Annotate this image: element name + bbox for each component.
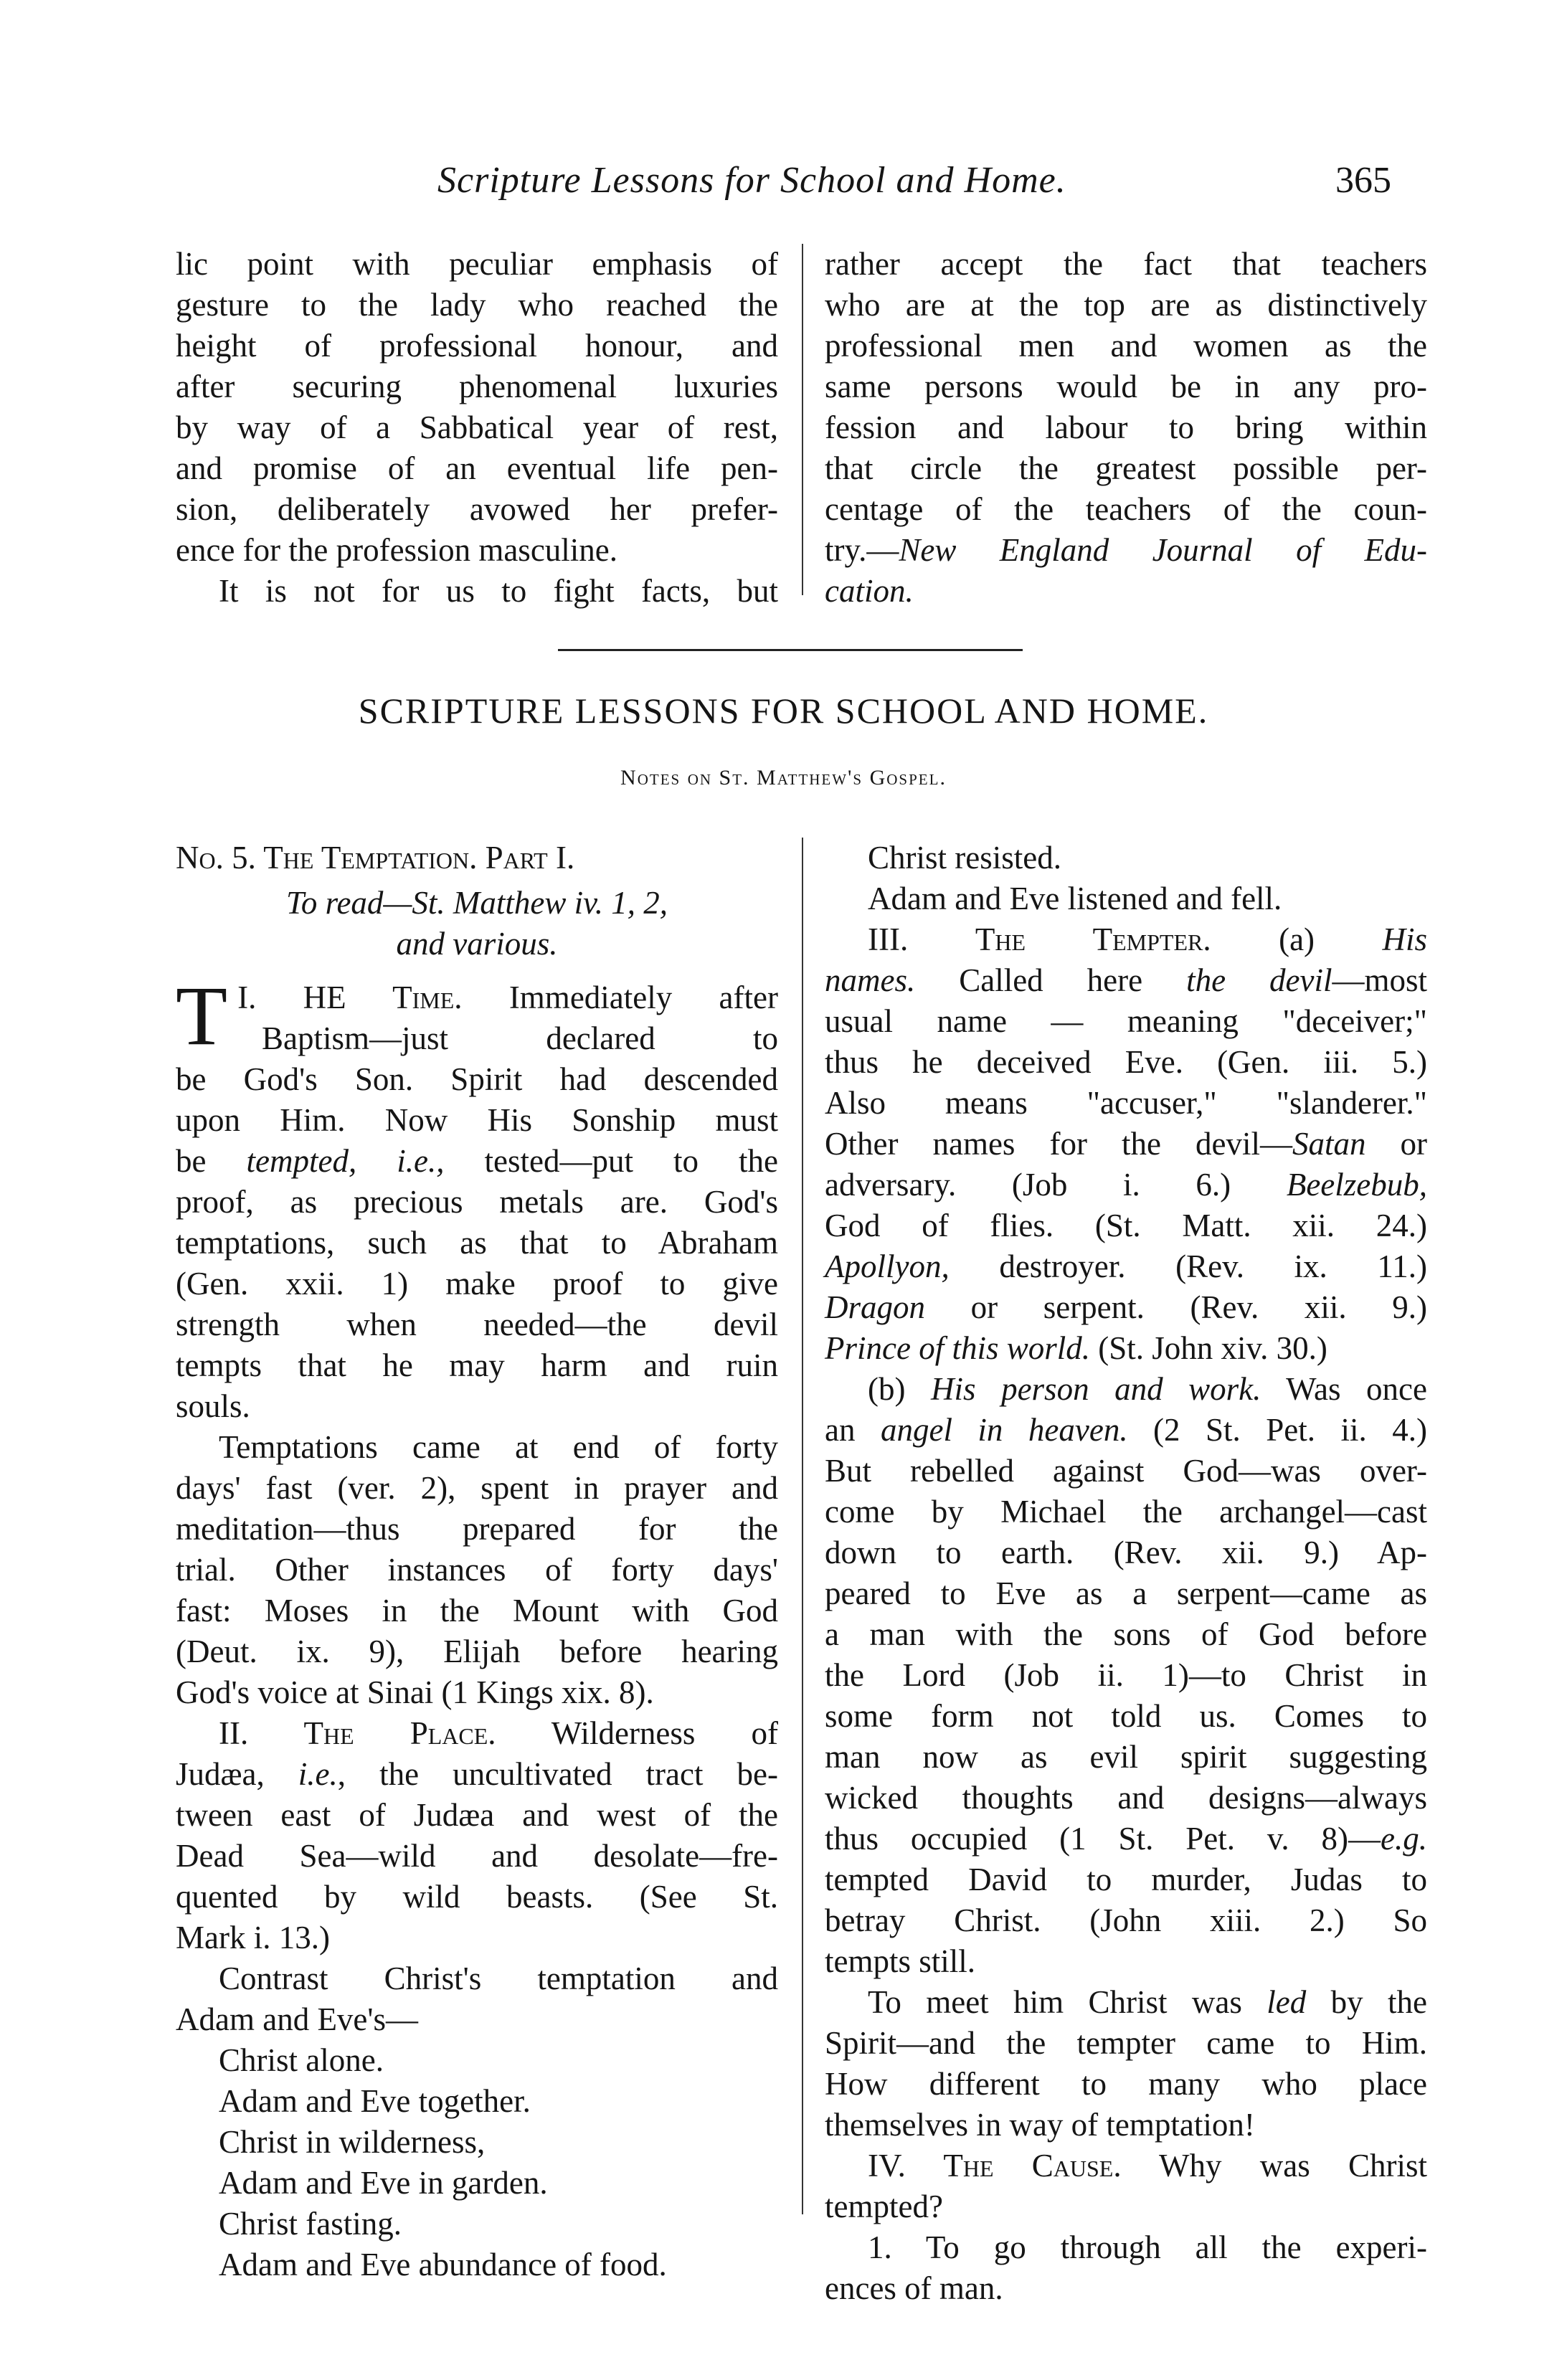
- article-title: SCRIPTURE LESSONS FOR SCHOOL AND HOME.: [358, 691, 1209, 731]
- text-line: wicked thoughts and designs—always: [825, 1780, 1427, 1816]
- paragraph-tempter: [825, 919, 1427, 1369]
- text-line: Dead Sea—wild and desolate—fre-: [176, 1838, 778, 1874]
- text-line: [825, 1328, 1427, 1369]
- text-line: quented by wild beasts. (See St.: [176, 1879, 778, 1915]
- text-fragment: (b): [868, 1371, 932, 1407]
- place-first-line: [176, 1713, 778, 1754]
- text-fragment: Was once: [1261, 1371, 1427, 1407]
- text-line: man now as evil spirit suggesting: [825, 1739, 1427, 1775]
- text-fragment: or serpent. (Rev. xii. 9.): [925, 1289, 1427, 1325]
- text-line: peared to Eve as a serpent—came as: [825, 1575, 1427, 1611]
- text-line: betray Christ. (John xiii. 2.) So: [825, 1902, 1427, 1938]
- text-line: be God's Son. Spirit had descended: [176, 1061, 778, 1097]
- text-fragment: Immediately after: [462, 980, 778, 1015]
- text-line: ence for the profession masculine.: [176, 532, 618, 568]
- text-line: proof, as precious metals are. God's: [176, 1184, 778, 1220]
- text-line: [176, 1754, 778, 1795]
- contrast-item: Adam and Eve abundance of food.: [219, 2247, 667, 2282]
- paragraph-meet: [825, 1982, 1427, 2146]
- text-line: tempted David to murder, Judas to: [825, 1862, 1427, 1897]
- emphasis: Dragon: [825, 1289, 926, 1325]
- text-fragment: Wilderness of: [496, 1715, 778, 1751]
- text-fragment: an: [825, 1412, 881, 1448]
- text-line: gesture to the lady who reached the: [176, 287, 778, 323]
- contrast-item: Adam and Eve together.: [219, 2083, 531, 2119]
- text-line: upon Him. Now His Sonship must: [176, 1102, 778, 1138]
- text-line: thus he deceived Eve. (Gen. iii. 5.): [825, 1044, 1427, 1080]
- text-line: centage of the teachers of the coun-: [825, 491, 1427, 527]
- text-fragment: (2 St. Pet. ii. 4.): [1127, 1412, 1427, 1448]
- column-divider: [802, 838, 803, 2214]
- text-line: God of flies. (St. Matt. xii. 24.): [825, 1208, 1427, 1243]
- drop-cap: T: [176, 969, 228, 1063]
- text-line: themselves in way of temptation!: [825, 2107, 1255, 2143]
- paragraph-person: [825, 1369, 1427, 1982]
- text-line: (Deut. ix. 9), Elijah before hearing: [176, 1634, 778, 1669]
- emphasis: the devil: [1186, 962, 1332, 998]
- to-read-line: and various.: [396, 926, 558, 962]
- text-fragment: (St. John xiv. 30.): [1090, 1330, 1327, 1366]
- article-subtitle: Notes on St. Matthew's Gospel.: [620, 766, 947, 790]
- text-line: professional men and women as the: [825, 328, 1427, 364]
- text-fragment: destroyer. (Rev. ix. 11.): [949, 1248, 1427, 1284]
- to-read-line: To read—St. Matthew iv. 1, 2,: [285, 885, 668, 921]
- text-line: Baptism—just declared to: [262, 1020, 778, 1056]
- paragraph-place: [176, 1713, 778, 1958]
- text-line: (Gen. xxii. 1) make proof to give: [176, 1266, 778, 1302]
- text-line: [825, 1369, 1427, 1410]
- text-fragment: Called here: [915, 962, 1187, 998]
- text-line: rather accept the fact that teachers: [825, 246, 1427, 282]
- text-line: [825, 960, 1427, 1001]
- text-line: How different to many who place: [825, 2066, 1427, 2102]
- text-line: fast: Moses in the Mount with God: [176, 1593, 778, 1628]
- text-line: Temptations came at end of forty: [219, 1429, 778, 1465]
- section-separator: [558, 649, 1023, 651]
- text-line: tempted?: [825, 2189, 943, 2224]
- text-line: after securing phenomenal luxuries: [176, 369, 778, 404]
- text-line: [825, 2146, 1427, 2186]
- contrast-item: Adam and Eve listened and fell.: [868, 881, 1282, 916]
- section-heading: HE Time.: [303, 980, 463, 1015]
- article-left-column: [176, 838, 778, 2285]
- text-line: Also means "accuser," "slanderer.": [825, 1085, 1427, 1121]
- text-line: height of professional honour, and: [176, 328, 778, 364]
- text-line: tempts still.: [825, 1943, 976, 1979]
- text-line: God's voice at Sinai (1 Kings xix. 8).: [176, 1674, 654, 1710]
- text-line: tempts that he may harm and ruin: [176, 1347, 778, 1383]
- text-fragment: be: [176, 1143, 247, 1179]
- text-line: fession and labour to bring within: [825, 409, 1427, 445]
- contrast-item: Christ resisted.: [868, 840, 1061, 876]
- contrast-item: Christ alone.: [219, 2042, 384, 2078]
- emphasis: e.g.: [1381, 1821, 1427, 1857]
- top-right-column: [825, 244, 1427, 612]
- page-number: 365: [1335, 160, 1391, 201]
- text-fragment: try.—: [825, 532, 899, 568]
- text-fragment: by the: [1306, 1984, 1427, 2020]
- text-line: [825, 1410, 1427, 1451]
- paragraph-time: [176, 969, 778, 1427]
- text-line: But rebelled against God—was over-: [825, 1453, 1427, 1489]
- text-line: [825, 1165, 1427, 1205]
- text-line: and promise of an eventual life pen-: [176, 450, 778, 486]
- emphasis: names.: [825, 962, 916, 998]
- emphasis: angel in heaven.: [880, 1412, 1128, 1448]
- text-line: who are at the top are as distinctively: [825, 287, 1427, 323]
- text-line: some form not told us. Comes to: [825, 1698, 1427, 1734]
- text-line: strength when needed—the devil: [176, 1307, 778, 1342]
- text-line: temptations, such as that to Abraham: [176, 1225, 778, 1261]
- text-line: Mark i. 13.): [176, 1920, 330, 1955]
- section-heading: IV. The Cause.: [868, 2148, 1122, 2184]
- text-line: [176, 1141, 778, 1182]
- text-line: [825, 1819, 1427, 1859]
- text-fragment: Judæa,: [176, 1756, 298, 1792]
- emphasis: led: [1267, 1984, 1307, 2020]
- text-line: [825, 1124, 1427, 1165]
- text-fragment: To meet him Christ was: [868, 1984, 1267, 2020]
- text-line: trial. Other instances of forty days': [176, 1552, 778, 1588]
- text-line: Adam and Eve's—: [176, 2001, 419, 2037]
- section-heading: III. The Tempter.: [868, 921, 1211, 957]
- text-fragment: Other names for the devil—: [825, 1126, 1292, 1162]
- source-line: [825, 530, 1427, 571]
- contrast-item: Christ in wilderness,: [219, 2124, 486, 2160]
- text-fragment: or: [1365, 1126, 1427, 1162]
- text-line: come by Michael the archangel—cast: [825, 1494, 1427, 1530]
- paragraph-cause: [825, 2146, 1427, 2309]
- text-line: It is not for us to fight facts, but: [219, 573, 778, 609]
- text-fragment: tested—put to the: [444, 1143, 778, 1179]
- emphasis: Apollyon,: [825, 1248, 950, 1284]
- top-left-column: [176, 244, 778, 612]
- text-line: by way of a Sabbatical year of rest,: [176, 409, 778, 445]
- emphasis: His person and work.: [931, 1371, 1261, 1407]
- text-line: tween east of Judæa and west of the: [176, 1797, 778, 1833]
- text-line: [825, 1246, 1427, 1287]
- emphasis: His: [1382, 921, 1427, 957]
- section-number: I.: [237, 980, 303, 1015]
- emphasis: i.e.: [298, 1756, 338, 1792]
- tempter-first-line: [825, 919, 1427, 960]
- contrast-item: Christ fasting.: [219, 2206, 402, 2242]
- emphasis: Satan: [1292, 1126, 1366, 1162]
- text-fragment: Why was Christ: [1121, 2148, 1427, 2184]
- text-line: [825, 1982, 1427, 2023]
- text-fragment: thus occupied (1 St. Pet. v. 8)—: [825, 1821, 1381, 1857]
- emphasis: Prince of this world.: [825, 1330, 1090, 1366]
- column-divider: [802, 244, 803, 595]
- text-fragment: , the uncultivated tract be-: [337, 1756, 778, 1792]
- text-line: 1. To go through all the experi-: [868, 2229, 1427, 2265]
- article-right-column: [825, 838, 1427, 2309]
- text-line: that circle the greatest possible per-: [825, 450, 1427, 486]
- emphasis: Beelzebub,: [1286, 1167, 1427, 1203]
- emphasis: tempted, i.e.,: [246, 1143, 445, 1179]
- paragraph-contrast: [176, 1958, 778, 2285]
- paragraph-forty-days: [176, 1427, 778, 1713]
- text-line: [825, 1287, 1427, 1328]
- text-line: usual name — meaning "deceiver;": [825, 1003, 1427, 1039]
- lesson-heading: No. 5. The Temptation. Part I.: [176, 840, 575, 876]
- text-line: ences of man.: [825, 2270, 1003, 2306]
- text-line: sion, deliberately avowed her prefer-: [176, 491, 778, 527]
- text-fragment: —most: [1332, 962, 1427, 998]
- section-heading: II. The Place.: [219, 1715, 496, 1751]
- text-line: down to earth. (Rev. xii. 9.) Ap-: [825, 1535, 1427, 1570]
- source-citation-end: cation.: [825, 573, 914, 609]
- text-line: Contrast Christ's temptation and: [219, 1961, 778, 1996]
- contrast-item: Adam and Eve in garden.: [219, 2165, 548, 2201]
- text-fragment: (a): [1211, 921, 1383, 957]
- contrast-continued: [825, 838, 1427, 919]
- text-fragment: adversary. (Job i. 6.): [825, 1167, 1287, 1203]
- text-line: lic point with peculiar emphasis of: [176, 246, 778, 282]
- text-line: souls.: [176, 1388, 250, 1424]
- text-line: days' fast (ver. 2), spent in prayer and: [176, 1470, 778, 1506]
- source-citation: New England Journal of Edu-: [899, 532, 1427, 568]
- text-line: a man with the sons of God before: [825, 1616, 1427, 1652]
- text-line: meditation—thus prepared for the: [176, 1511, 778, 1547]
- running-title: Scripture Lessons for School and Home.: [437, 160, 1066, 201]
- text-line: same persons would be in any pro-: [825, 369, 1427, 404]
- text-line: Spirit—and the tempter came to Him.: [825, 2025, 1427, 2061]
- text-line: the Lord (Job ii. 1)—to Christ in: [825, 1657, 1427, 1693]
